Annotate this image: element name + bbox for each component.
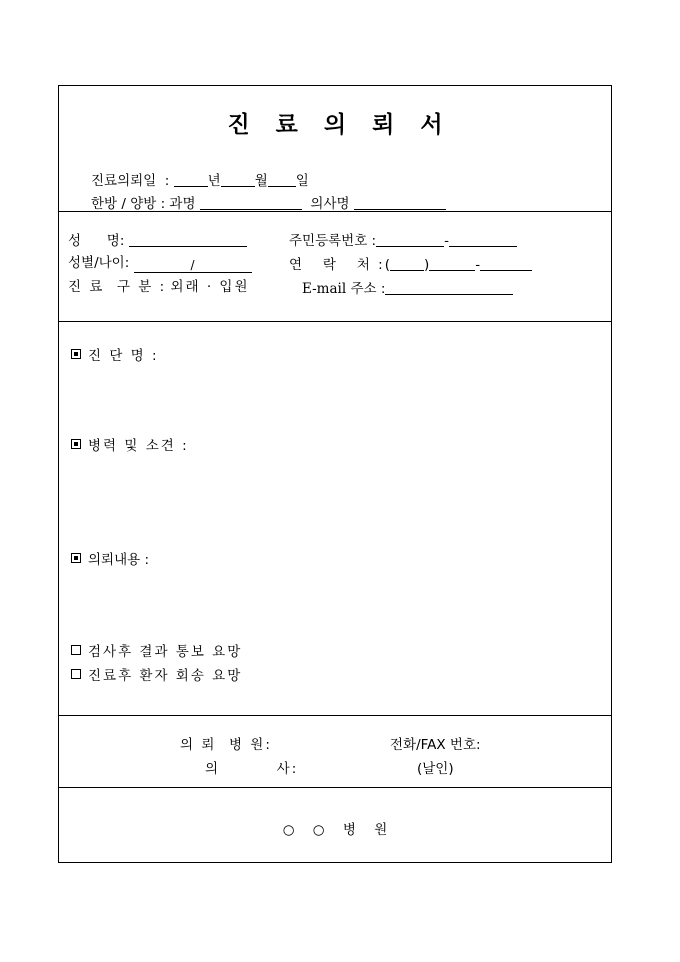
checkbox-result-notice-icon[interactable]: [71, 645, 81, 655]
phone-fax-row: [390, 733, 481, 753]
seal-label: (날인): [417, 761, 454, 777]
patient-rrn-back-input[interactable]: [449, 233, 517, 247]
request-date-day-input[interactable]: [268, 173, 296, 187]
filled-square-bullet-icon: [71, 553, 81, 563]
checkbox-patient-return-icon[interactable]: [71, 669, 81, 679]
referral-form: [58, 85, 612, 863]
email-label-latin: E-mail: [302, 281, 347, 297]
signature-section: [59, 716, 611, 788]
diagnosis-heading: [71, 344, 159, 364]
request-date-month-input[interactable]: [221, 173, 255, 187]
history-findings-heading: [71, 434, 189, 454]
referring-hospital-label: 의 뢰 병 원:: [180, 737, 272, 753]
contact-paren-open: (: [384, 257, 390, 273]
patient-gender-age-label: 성별/나이:: [68, 255, 130, 271]
referring-doctor-input[interactable]: [354, 196, 446, 210]
contact-paren-close: ): [424, 257, 430, 273]
referring-doctor-row: [205, 757, 298, 777]
department-row: [91, 196, 446, 212]
patient-gender-age-input[interactable]: /: [134, 259, 252, 273]
request-date-row: [91, 173, 309, 189]
request-date-year-input[interactable]: [174, 173, 208, 187]
patient-name-row: [68, 233, 247, 249]
clinical-content-section: [59, 322, 611, 716]
patient-info-section: [59, 212, 611, 322]
patient-email-input[interactable]: [385, 281, 513, 295]
checkbox-result-notice-label: 검사후 결과 통보 요망: [88, 644, 243, 660]
request-date-year-unit: 년: [207, 173, 221, 189]
patient-name-input[interactable]: [129, 233, 247, 247]
visit-type-options[interactable]: 외래 · 입원: [170, 279, 250, 295]
history-findings-label: 병력 및 소견 :: [88, 438, 189, 454]
patient-rrn-label: 주민등록번호 :: [289, 233, 377, 249]
patient-rrn-front-input[interactable]: [376, 233, 444, 247]
request-content-label: 의뢰내용 :: [88, 552, 150, 568]
patient-contact-label: 연 락 처 :: [289, 257, 385, 273]
checkbox-row-result-notice[interactable]: [71, 640, 242, 660]
request-content-writing-area[interactable]: [71, 566, 591, 636]
referring-doctor-label: 의사명: [310, 196, 350, 212]
contact-separator: -: [475, 257, 481, 273]
filled-square-bullet-icon: [71, 439, 81, 449]
patient-gender-age-row: [68, 257, 252, 273]
patient-name-label: 성 명:: [68, 233, 125, 249]
diagnosis-writing-area[interactable]: [71, 362, 591, 430]
referring-doctor-sign-label: 의 사:: [205, 761, 299, 777]
phone-fax-label: 전화/FAX 번호:: [390, 737, 481, 753]
request-content-heading: [71, 548, 149, 568]
receiving-hospital-section: [59, 788, 611, 863]
patient-contact-mid-input[interactable]: [429, 257, 475, 271]
receiving-hospital-name: ○ ○ 병 원: [282, 822, 395, 838]
department-input[interactable]: [200, 196, 302, 210]
request-date-month-unit: 월: [254, 173, 268, 189]
patient-rrn-row: [289, 233, 517, 249]
form-header-section: [59, 86, 611, 212]
request-date-day-unit: 일: [295, 173, 309, 189]
seal-row: [417, 757, 454, 777]
patient-email-row: [302, 281, 513, 297]
page-title: 진 료 의 뢰 서: [227, 112, 452, 138]
patient-contact-last-input[interactable]: [480, 257, 532, 271]
diagnosis-label: 진 단 명 :: [88, 348, 159, 364]
referring-hospital-row: [180, 733, 272, 753]
checkbox-patient-return-label: 진료후 환자 회송 요망: [88, 668, 243, 684]
patient-contact-area-input[interactable]: [390, 257, 424, 271]
visit-type-label: 진 료 구 분 :: [68, 279, 167, 295]
email-label-korean: 주소 :: [350, 281, 386, 297]
filled-square-bullet-icon: [71, 349, 81, 359]
patient-rrn-separator: -: [444, 233, 449, 249]
visit-type-row: [68, 281, 250, 295]
request-date-label: 진료의뢰일 :: [91, 173, 170, 189]
patient-contact-row: [289, 257, 532, 273]
checkbox-row-patient-return[interactable]: [71, 664, 242, 684]
department-label: 한방 / 양방 : 과명: [91, 196, 196, 212]
history-findings-writing-area[interactable]: [71, 452, 591, 544]
